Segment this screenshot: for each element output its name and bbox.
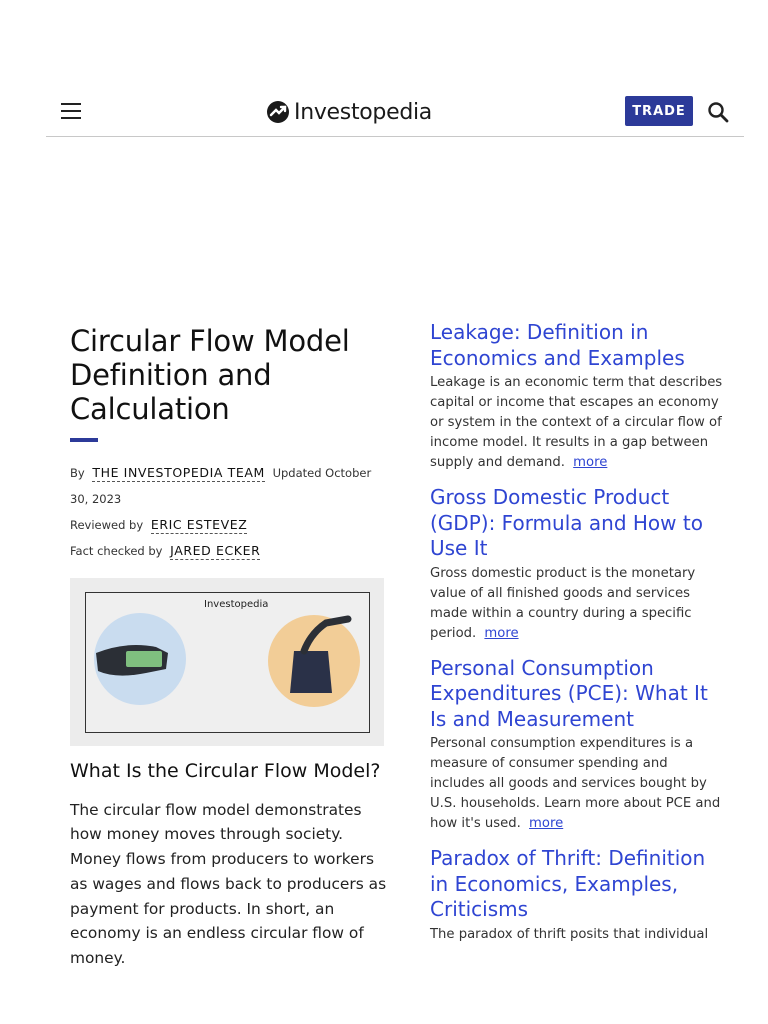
term-description-text: Leakage is an economic term that describes capital or income that escapes an economy or system in the context of a circular flow of income model. It results in a gap between supply and demand. — [430, 375, 723, 470]
hero-logo-text: Investopedia — [204, 599, 269, 610]
trade-button[interactable]: TRADE — [625, 96, 693, 126]
section-heading: What Is the Circular Flow Model? — [70, 760, 381, 782]
factcheck-label: Fact checked by — [70, 544, 163, 558]
author-link[interactable]: THE INVESTOPEDIA TEAM — [92, 465, 265, 480]
reviewer-link[interactable]: ERIC ESTEVEZ — [150, 517, 248, 532]
hero-frame — [85, 592, 370, 733]
site-logo[interactable] — [266, 98, 432, 126]
money-icon — [126, 651, 162, 667]
term-title-link[interactable]: Leakage: Definition in Economics and Examples — [430, 320, 685, 370]
article-title: Circular Flow Model Definition and Calculation — [70, 324, 350, 426]
term-title-link[interactable]: Paradox of Thrift: Definition in Economics, Examples, Criticisms — [430, 846, 706, 921]
term-description — [430, 734, 726, 834]
hamburger-menu-icon[interactable] — [60, 100, 82, 122]
viewport-clip — [430, 958, 730, 1024]
site-header — [46, 88, 744, 137]
hero-image — [70, 578, 384, 746]
more-link[interactable]: more — [573, 455, 608, 470]
term-title-link[interactable]: Gross Domestic Product (GDP): Formula and How to Use It — [430, 485, 703, 560]
more-link[interactable]: more — [484, 625, 519, 641]
related-term — [430, 846, 726, 945]
term-description-text: The paradox of thrift posits that individual — [430, 926, 709, 942]
factchecker-link[interactable]: JARED ECKER — [170, 543, 261, 558]
article-summary: The circular flow model demonstrates how money moves through society. Money flows from producers to workers as wages and flows back to producers as payment for products. In short, an economy is an endless circular flow of money. — [70, 800, 387, 967]
related-terms-column — [430, 320, 726, 957]
term-description — [430, 925, 726, 945]
term-description-text: Gross domestic product is the monetary value of all finished goods and services made within a country during a specific period. — [430, 565, 696, 641]
circular-flow-illustration — [86, 593, 369, 732]
by-label: By — [70, 466, 85, 480]
investopedia-logo-icon — [266, 100, 290, 124]
reviewed-label: Reviewed by — [70, 518, 144, 532]
more-link[interactable]: more — [529, 816, 564, 831]
byline — [70, 460, 388, 564]
term-description — [430, 564, 726, 644]
updated-date: Updated October 30, 2023 — [70, 466, 372, 506]
title-accent-bar — [70, 438, 98, 442]
term-description-text: Personal consumption expenditures is a measure of consumer spending and includes all goods and services bought by U.S. households. Learn more about PCE and how it's used. — [430, 736, 721, 831]
term-title-link[interactable]: Personal Consumption Expenditures (PCE): What It Is and Measurement — [430, 655, 708, 731]
shopping-bag-icon — [290, 651, 332, 693]
related-term — [430, 656, 726, 835]
related-term — [430, 485, 726, 644]
article-column — [70, 324, 388, 986]
related-term — [430, 320, 726, 473]
logo-text: Investopedia — [294, 99, 432, 125]
search-icon[interactable] — [706, 100, 730, 124]
term-description — [430, 373, 726, 473]
